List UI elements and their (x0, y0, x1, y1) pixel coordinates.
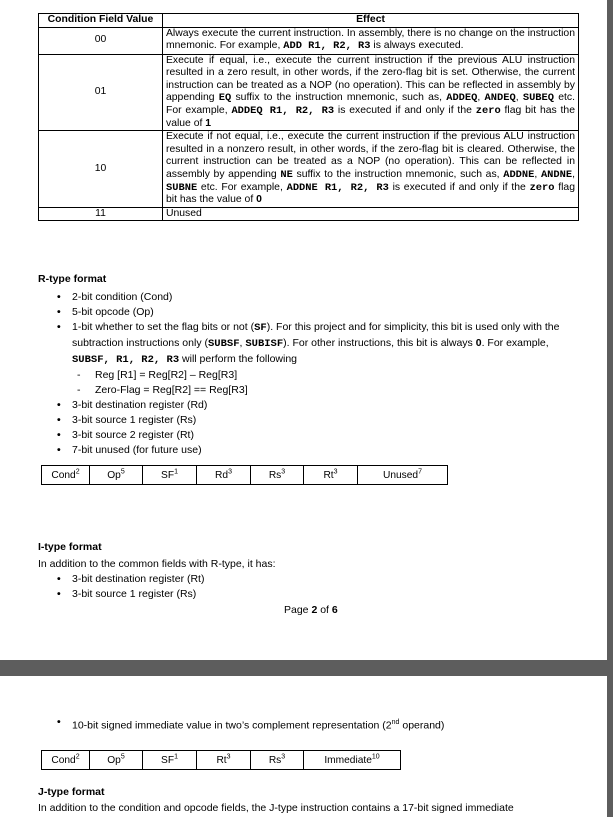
itype-intro: In addition to the common fields with R-type, it has: (38, 558, 276, 570)
rtype-field-list (57, 290, 567, 458)
sub-list-item: - Reg [R1] = Reg[R2] – Reg[R3] (77, 369, 238, 381)
itype-field-list (57, 572, 557, 602)
field-cond: Cond$^2$ (42, 751, 90, 770)
table-row (39, 27, 579, 54)
table-row (39, 131, 579, 208)
field-immediate: Immediate$^{10}$ (304, 751, 401, 770)
cond-effect: Execute if equal, i.e., execute the current instruction if the previous ALU instruction resulted in a zero result, in other words, if the zero-flag bit is set. Otherwise, the current instruction can be treated as a NOP (no operation). This can be reflected in assembly by appending EQ suffix to the instruction mnemonic, such as, ADDEQ, ANDEQ, SUBEQ etc. For example, ADDEQ R1, R2, R3 is executed if and only if the zero flag bit has the value of 1 (163, 54, 579, 131)
cond-value: 01 (39, 54, 163, 131)
page-gap (0, 660, 613, 676)
rtype-format-diagram (41, 465, 448, 485)
sub-list-item: - Zero-Flag = Reg[R2] == Reg[R3] (77, 384, 248, 396)
field-op: Op$^5$ (90, 466, 143, 485)
field-sf: $SF^1$ (143, 466, 197, 485)
list-item: • 10-bit signed immediate value in two’s complement representation (2nd operand) (57, 716, 445, 732)
page-number: Page 2 of 6 (284, 604, 338, 616)
field-unused: Unused$^7$ (358, 466, 448, 485)
sub-list (57, 368, 567, 398)
list-item: • 2-bit condition (Cond) (57, 291, 173, 303)
jtype-intro: In addition to the condition and opcode fields, the J-type instruction contains a 17-bit signed immediate (38, 802, 514, 814)
field-op: Op$^5$ (90, 751, 143, 770)
cond-effect: Unused (163, 207, 579, 221)
itype-heading: I-type format (38, 541, 102, 553)
field-rs: Rs$^3$ (251, 751, 304, 770)
cond-effect: Execute if not equal, i.e., execute the current instruction if the previous ALU instruction resulted in a nonzero result, in other words, if the zero-flag bit is cleared. Otherwise, the current instruction can be treated as a NOP (no operation). This can be reflected in assembly by appending NE suffix to the instruction mnemonic, such as, ADDNE, ANDNE, SUBNE etc. For example, ADDNE R1, R2, R3 is executed if and only if the zero flag bit has the value of 0 (163, 131, 579, 208)
list-item: • 3-bit destination register (Rt) (57, 573, 205, 585)
rtype-heading: R-type format (38, 273, 107, 285)
jtype-heading: J-type format (38, 786, 105, 798)
itype-format-diagram (41, 750, 401, 770)
document-page-3 (0, 676, 607, 817)
field-rt: Rt$^3$ (197, 751, 251, 770)
list-item: • 3-bit source 2 register (Rt) (57, 429, 194, 441)
list-item: • 3-bit source 1 register (Rs) (57, 414, 197, 426)
list-item: • 3-bit destination register (Rd) (57, 399, 208, 411)
table-header-row (39, 14, 579, 28)
list-item: • 5-bit opcode (Op) (57, 306, 154, 318)
viewer-scroll-edge (607, 0, 613, 817)
itype-field-list-cont (57, 715, 577, 734)
col-header-effect: Effect (163, 14, 579, 28)
condition-field-table (38, 13, 579, 221)
cond-effect: Always execute the current instruction. In assembly, there is no change on the instruction mnemonic. For example, ADD R1, R2, R3 is always executed. (163, 27, 579, 54)
field-rd: Rd$^3$ (197, 466, 251, 485)
cond-value: 11 (39, 207, 163, 221)
field-sf: $SF^1$ (143, 751, 197, 770)
list-item: • 7-bit unused (for future use) (57, 444, 202, 456)
table-row (39, 54, 579, 131)
table-row (39, 207, 579, 221)
list-item: • 1-bit whether to set the flag bits or not (SF). For this project and for simplicity, this bit is used only with the subtraction instructions only (SUBSF, SUBISF). For other instructions, this bit is always 0. For example, SUBSF, R1, R2, R3 will perform the following - Reg [R1] = Reg[R2] – Reg[R3] - Zero-Flag = Reg[R2] == Reg[R3] (57, 320, 567, 398)
cond-value: 00 (39, 27, 163, 54)
col-header-condition: Condition Field Value (39, 14, 163, 28)
cond-value: 10 (39, 131, 163, 208)
list-item: • 3-bit source 1 register (Rs) (57, 588, 197, 600)
field-cond: Cond$^2$ (42, 466, 90, 485)
field-rs: Rs$^3$ (251, 466, 304, 485)
field-rt: Rt$^3$ (304, 466, 358, 485)
